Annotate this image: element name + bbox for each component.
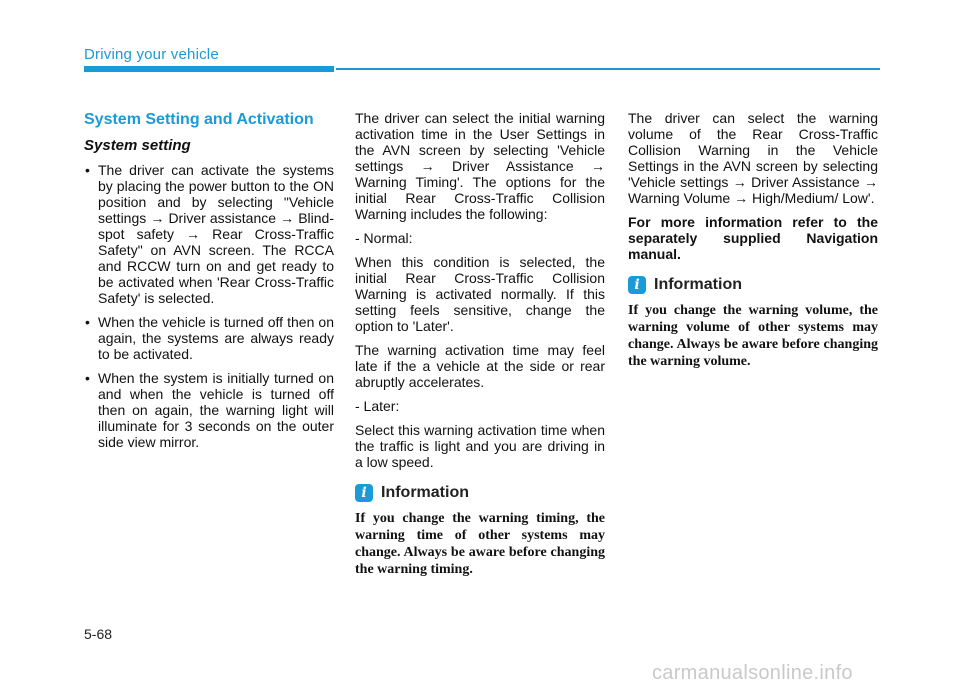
watermark: carmanualsonline.info: [652, 662, 853, 684]
info-title: Information: [654, 276, 742, 293]
info-icon: i: [355, 484, 373, 502]
column-right: [628, 110, 878, 370]
paragraph: The warning activation time may feel late if the a vehicle at the side or rear abruptly accelerates.: [355, 342, 605, 390]
navigation-note: For more information refer to the separately supplied Navigation manual.: [628, 214, 878, 262]
bullet-item: • When the vehicle is turned off then on again, the systems are always ready to be activated.: [84, 314, 334, 362]
bullet-item: • When the system is initially turned on and when the vehicle is turned off then on again, the warning light will illuminate for 3 seconds on the outer side view mirror.: [84, 370, 334, 450]
paragraph: - Normal:: [355, 230, 413, 246]
bullet-list: [84, 162, 334, 450]
info-body: If you change the warning volume, the warning volume of other systems may change. Always be aware before changing the warning volume.: [628, 303, 878, 369]
column-middle: [355, 110, 605, 578]
paragraph: The driver can select the warning volume of the Rear Cross-Traffic Collision Warning in the Vehicle Settings in the AVN screen by selecting 'Vehicle settings → Driver Assistance → Warning Volume → High/Medium/ Low'.: [628, 110, 878, 206]
bullet-item: • The driver can activate the systems by placing the power button to the ON position and by selecting "Vehicle settings → Driver assistance → Blind-spot safety → Rear Cross-Traffic Safety" on AVN screen. The RCCA and RCCW turn on and get ready to be activated when 'Rear Cross-Traffic Safety' is selected.: [84, 162, 334, 306]
info-header: [355, 484, 605, 502]
paragraph: Select this warning activation time when the traffic is light and you are driving in a low speed.: [355, 422, 605, 470]
info-icon: i: [628, 276, 646, 294]
info-header: [628, 276, 878, 294]
section-heading: System Setting and Activation: [84, 111, 314, 128]
header-rule-thin: [336, 68, 880, 70]
header-rule-thick: [84, 66, 334, 72]
page-number: 5-68: [84, 626, 113, 642]
sub-heading: System setting: [84, 137, 191, 154]
paragraph: - Later:: [355, 398, 400, 414]
info-title: Information: [381, 484, 469, 501]
header-title: Driving your vehicle: [84, 46, 219, 63]
column-left: [84, 110, 334, 458]
paragraph: When this condition is selected, the initial Rear Cross-Traffic Collision Warning is activated normally. If this setting feels sensitive, change the option to 'Later'.: [355, 254, 605, 334]
paragraph: The driver can select the initial warning activation time in the User Settings in the AVN screen by selecting 'Vehicle settings → Driver Assistance → Warning Timing'. The options for the initial Rear Cross-Traffic Collision Warning includes the following:: [355, 110, 605, 222]
info-body: If you change the warning timing, the warning time of other systems may change. Always be aware before changing the warning timing.: [355, 511, 605, 577]
